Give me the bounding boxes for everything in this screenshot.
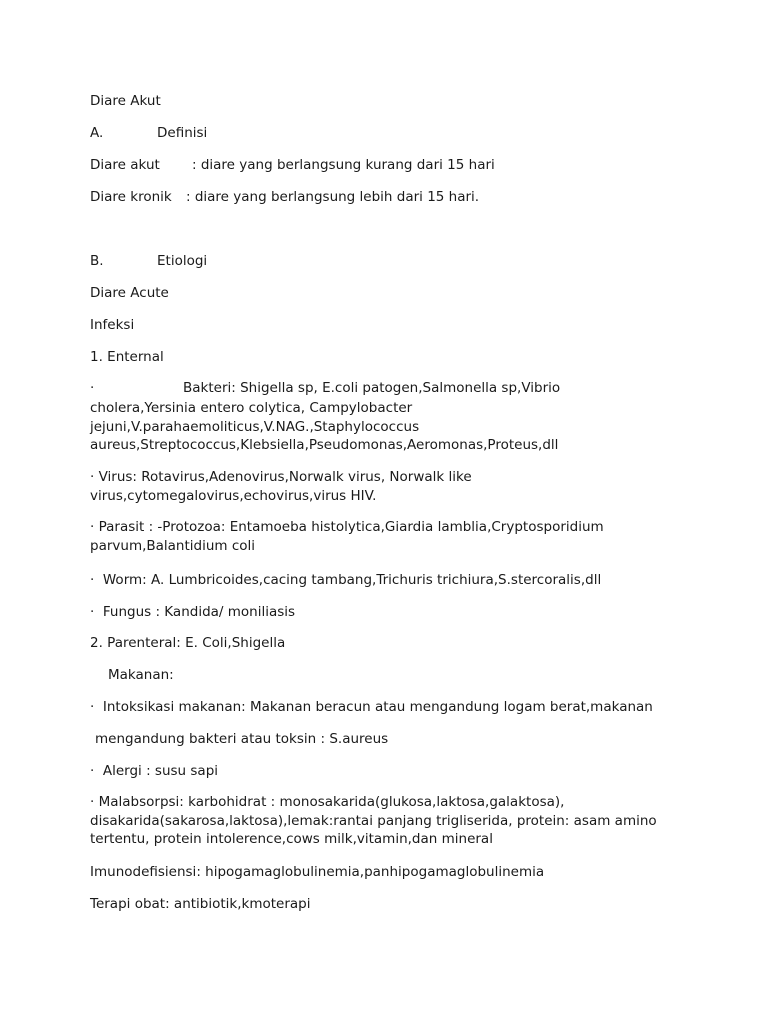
parasit-item: · Parasit : -Protozoa: Entamoeba histolytica,Giardia lamblia,Cryptosporidium parvum,Balantidium coli (90, 519, 604, 554)
subheading-diare-acute: Diare Acute (90, 285, 169, 301)
parenteral-label: 2. Parenteral: E. Coli,Shigella (90, 635, 286, 651)
subheading-infeksi: Infeksi (90, 317, 135, 333)
section-b-letter: B. (90, 253, 104, 269)
enternal-label: 1. Enternal (90, 349, 164, 365)
worm-item: · Worm: A. Lumbricoides,cacing tambang,Trichuris trichiura,S.stercoralis,dll (90, 572, 602, 588)
definition-term-akut: Diare akut (90, 157, 160, 173)
document-title: Diare Akut (90, 93, 161, 109)
imunodefisiensi-item: Imunodefisiensi: hipogamaglobulinemia,panhipogamaglobulinemia (90, 864, 545, 880)
intoksikasi-continuation: mengandung bakteri atau toksin : S.aureus (95, 731, 389, 747)
bakteri-rest: cholera,Yersinia entero colytica, Campylobacter jejuni,V.parahaemoliticus,V.NAG.,Staphylococcus aureus,Streptococcus,Klebsiella,Pseudomonas,Aeromonas,Proteus,dll (90, 400, 559, 453)
definition-term-kronik: Diare kronik (90, 189, 172, 205)
section-a-letter: A. (90, 125, 104, 141)
terapi-item: Terapi obat: antibiotik,kmoterapi (90, 896, 311, 912)
malabsorpsi-item: · Malabsorpsi: karbohidrat : monosakarida(glukosa,laktosa,galaktosa), disakarida(sakarosa,laktosa),lemak:rantai panjang trigliserida, protein: asam amino tertentu, protein intolerence,cows milk,vitamin,dan mineral (90, 794, 657, 847)
definition-desc-kronik: : diare yang berlangsung lebih dari 15 hari. (186, 189, 480, 205)
section-b-heading: Etiologi (157, 253, 208, 269)
fungus-item: · Fungus : Kandida/ moniliasis (90, 604, 296, 620)
alergi-item: · Alergi : susu sapi (90, 763, 219, 779)
bakteri-first-line: Bakteri: Shigella sp, E.coli patogen,Salmonella sp,Vibrio (183, 380, 561, 396)
makanan-label: Makanan: (108, 667, 174, 683)
virus-item: · Virus: Rotavirus,Adenovirus,Norwalk virus, Norwalk like virus,cytomegalovirus,echovirus,virus HIV. (90, 469, 472, 504)
definition-desc-akut: : diare yang berlangsung kurang dari 15 hari (192, 157, 495, 173)
bakteri-bullet: · (90, 380, 95, 396)
section-a-heading: Definisi (157, 125, 208, 141)
intoksikasi-item: · Intoksikasi makanan: Makanan beracun atau mengandung logam berat,makanan (90, 699, 653, 715)
